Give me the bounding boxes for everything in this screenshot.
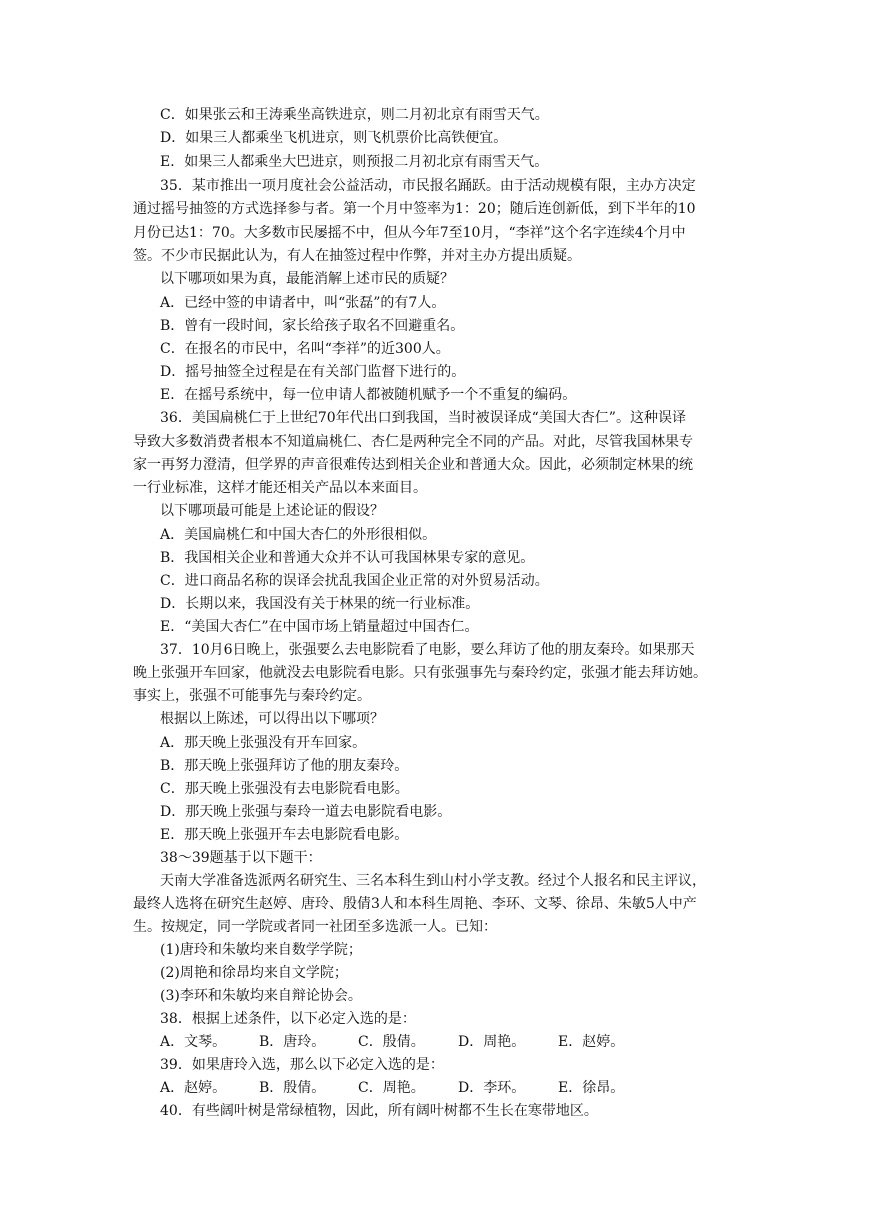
q37-option: D．那天晚上张强与秦玲一道去电影院看电影。 — [160, 804, 452, 820]
q39-option: D．李环。 — [458, 1080, 526, 1096]
q38-39-stem-line: 天南大学准备选派两名研究生、三名本科生到山村小学支教。经过个人报名和民主评议， — [160, 873, 706, 889]
q37-question: 根据以上陈述，可以得出以下哪项？ — [160, 711, 384, 727]
q35-option: D．摇号抽签全过程是在有关部门监督下进行的。 — [160, 364, 466, 380]
q35-option: E．在摇号系统中，每一位申请人都被随机赋予一个不重复的编码。 — [160, 387, 577, 403]
q36-question: 以下哪项最可能是上述论证的假设？ — [160, 503, 384, 519]
q37-stem-line: 晚上张强开车回家，他就没去电影院看电影。只有张强事先与秦玲约定，张强才能去拜访她。 — [133, 665, 707, 681]
q38-39-header: 38～39题基于以下题干： — [160, 850, 322, 866]
q36-option: B．我国相关企业和普通大众并不认可我国林果专家的意见。 — [160, 550, 535, 566]
q35-stem-line: 通过摇号抽签的方式选择参与者。第一个月中签率为1：20；随后连创新低，到下半年的10 — [133, 201, 696, 217]
q39-question: 39．如果唐玲入选，那么以下必定入选的是： — [160, 1057, 444, 1073]
q34-option-d: D．如果三人都乘坐飞机进京，则飞机票价比高铁便宜。 — [160, 130, 508, 146]
q39-option: B．殷倩。 — [259, 1080, 326, 1096]
q35-option: C．在报名的市民中，名叫“李祥”的近300人。 — [160, 341, 450, 357]
q36-stem-line: 36．美国扁桃仁于上世纪70年代出口到我国，当时被误译成“美国大杏仁”。这种误译 — [160, 410, 686, 426]
q37-stem-line: 37．10月6日晚上，张强要么去电影院看了电影，要么拜访了他的朋友秦玲。如果那天 — [160, 642, 695, 658]
q34-option-c: C．如果张云和王涛乘坐高铁进京，则二月初北京有雨雪天气。 — [160, 107, 549, 123]
q38-option: B．唐玲。 — [259, 1034, 326, 1050]
q39-options-row — [160, 1077, 624, 1099]
q37-option: E．那天晚上张强开车去电影院看电影。 — [160, 827, 409, 843]
q37-option: A．那天晚上张强没有开车回家。 — [160, 735, 367, 751]
q38-39-stem-line: 生。按规定，同一学院或者同一社团至多选派一人。已知： — [133, 919, 497, 935]
q35-stem-line: 签。不少市民据此认为，有人在抽签过程中作弊，并对主办方提出质疑。 — [133, 248, 581, 264]
q37-stem-line: 事实上，张强不可能事先与秦玲约定。 — [133, 688, 371, 704]
q36-option: A．美国扁桃仁和中国大杏仁的外形很相似。 — [160, 527, 437, 543]
q36-stem-line: 一行业标准，这样才能还相关产品以本来面目。 — [133, 480, 427, 496]
q40-stem: 40．有些阔叶树是常绿植物，因此，所有阔叶树都不生长在寒带地区。 — [160, 1103, 598, 1119]
q36-stem-line: 家一再努力澄清，但学界的声音很难传达到相关企业和普通大众。因此，必须制定林果的统 — [133, 457, 693, 473]
q38-option: D．周艳。 — [458, 1034, 526, 1050]
q38-39-condition: (2)周艳和徐昂均来自文学院； — [160, 965, 348, 981]
q36-option: C．进口商品名称的误译会扰乱我国企业正常的对外贸易活动。 — [160, 573, 549, 589]
q38-39-condition: (3)李环和朱敏均来自辩论协会。 — [160, 988, 362, 1004]
q38-options-row — [160, 1031, 624, 1053]
q35-stem-line: 月份已达1：70。大多数市民屡摇不中，但从今年7至10月，“李祥”这个名字连续4个月中 — [133, 225, 686, 241]
q36-option: D．长期以来，我国没有关于林果的统一行业标准。 — [160, 596, 480, 612]
q37-option: C．那天晚上张强没有去电影院看电影。 — [160, 781, 409, 797]
q35-option: B．曾有一段时间，家长给孩子取名不回避重名。 — [160, 318, 465, 334]
q35-question: 以下哪项如果为真，最能消解上述市民的质疑？ — [160, 271, 454, 287]
q38-option: A．文琴。 — [160, 1034, 227, 1050]
q38-option: E．赵婷。 — [558, 1034, 625, 1050]
q35-stem-line: 35．某市推出一项月度社会公益活动，市民报名踊跃。由于活动规模有限，主办方决定 — [160, 178, 696, 194]
q38-option: C．殷倩。 — [358, 1034, 425, 1050]
q38-39-stem-line: 最终人选将在研究生赵婷、唐玲、殷倩3人和本科生周艳、李环、文琴、徐昂、朱敏5人中产 — [133, 896, 697, 912]
q39-option: E．徐昂。 — [558, 1080, 625, 1096]
q38-question: 38．根据上述条件，以下必定入选的是： — [160, 1011, 416, 1027]
q34-option-e: E．如果三人都乘坐大巴进京，则预报二月初北京有雨雪天气。 — [160, 154, 549, 170]
q39-option: A．赵婷。 — [160, 1080, 227, 1096]
q35-option: A．已经中签的申请者中，叫“张磊”的有7人。 — [160, 295, 446, 311]
q36-option: E．“美国大杏仁”在中国市场上销量超过中国杏仁。 — [160, 619, 479, 635]
q37-option: B．那天晚上张强拜访了他的朋友秦玲。 — [160, 758, 409, 774]
q38-39-condition: (1)唐玲和朱敏均来自数学学院； — [160, 942, 362, 958]
q39-option: C．周艳。 — [358, 1080, 425, 1096]
q36-stem-line: 导致大多数消费者根本不知道扁桃仁、杏仁是两种完全不同的产品。对此，尽管我国林果专 — [133, 434, 693, 450]
